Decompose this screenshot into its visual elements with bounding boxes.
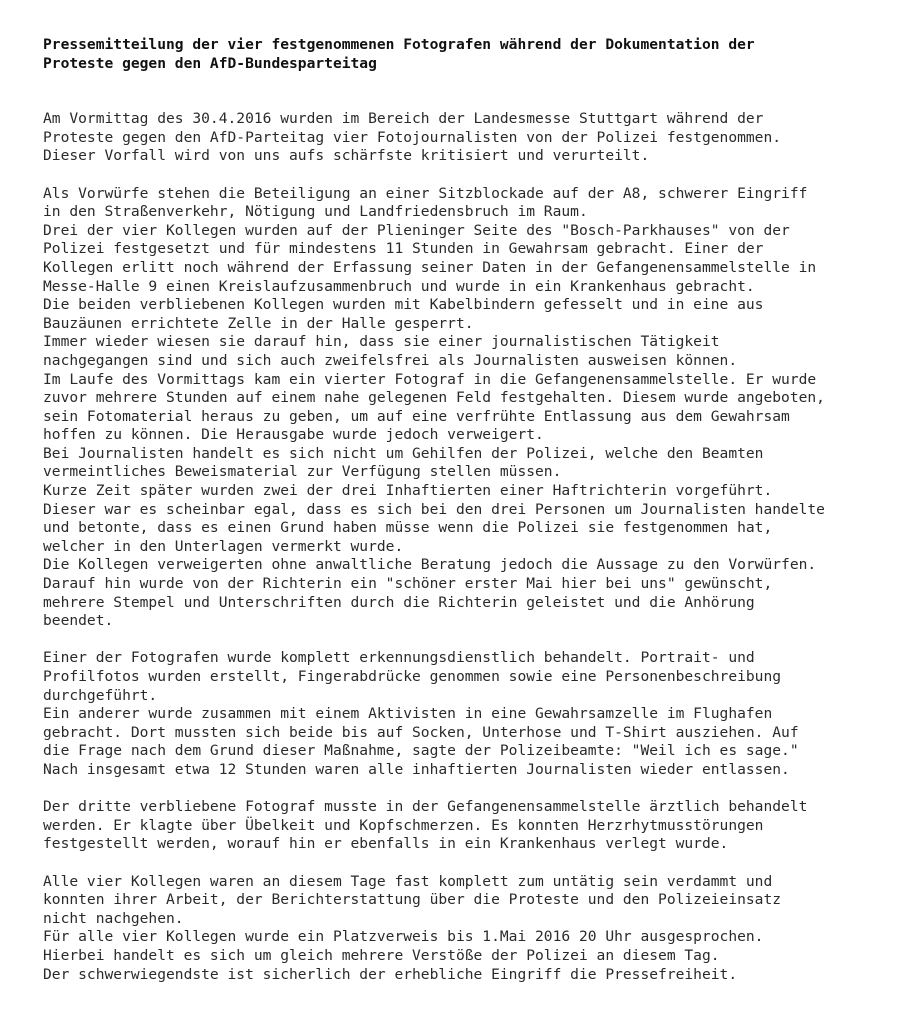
text-line: Dieser Vorfall wird von uns aufs schärfste kritisiert und verurteilt. <box>43 147 650 165</box>
text-line: Immer wieder wiesen sie darauf hin, dass sie einer journalistischen Tätigkeit <box>43 333 720 351</box>
text-line: Drei der vier Kollegen wurden auf der Plieninger Seite des "Bosch-Parkhauses" von der <box>43 221 790 239</box>
text-line: Im Laufe des Vormittags kam ein vierter Fotograf in die Gefangenensammelstelle. Er wurde <box>43 370 817 388</box>
text-line: Messe-Halle 9 einen Kreislaufzusammenbruch und wurde in ein Krankenhaus gebracht. <box>43 277 755 295</box>
paragraph-accusations <box>43 185 883 631</box>
text-line: Profilfotos wurden erstellt, Fingerabdrücke genommen sowie eine Personenbeschreibung <box>43 668 782 685</box>
text-line: die Frage nach dem Grund dieser Maßnahme, sagte der Polizeibeamte: "Weil ich es sage." <box>43 742 799 760</box>
text-line: Der schwerwiegendste ist sicherlich der erhebliche Eingriff die Pressefreiheit. <box>43 965 738 983</box>
text-line: sein Fotomaterial heraus zu geben, um auf eine verfrühte Entlassung aus dem Gewahrsam <box>43 407 790 425</box>
text-line: Bei Journalisten handelt es sich nicht um Gehilfen der Polizei, welche den Beamten <box>43 444 764 462</box>
text-line: nicht nachgehen. <box>43 909 184 927</box>
text-line: Der dritte verbliebene Fotograf musste in der Gefangenensammelstelle ärztlich behandelt <box>43 798 808 816</box>
text-line: Am Vormittag des 30.4.2016 wurden im Bereich der Landesmesse Stuttgart während der <box>43 110 764 128</box>
text-line: Für alle vier Kollegen wurde ein Platzverweis bis 1.Mai 2016 20 Uhr ausgesprochen. <box>43 928 764 946</box>
paragraph-identification <box>43 649 883 779</box>
text-line: zuvor mehrere Stunden auf einem nahe gelegenen Feld festgehalten. Diesem wurde angeboten, <box>43 389 825 407</box>
paragraph-conclusion <box>43 873 883 985</box>
text-line: Die Kollegen verweigerten ohne anwaltliche Beratung jedoch die Aussage zu den Vorwürfen. <box>43 556 817 574</box>
text-line: Hierbei handelt es sich um gleich mehrere Verstöße der Polizei an diesem Tag. <box>43 946 720 964</box>
title-line: Proteste gegen den AfD-Bundesparteitag <box>43 54 377 72</box>
text-line: Einer der Fotografen wurde komplett erkennungsdienstlich behandelt. Portrait- und <box>43 649 755 667</box>
paragraph-medical <box>43 798 883 854</box>
text-line: Polizei festgesetzt und für mindestens 11 Stunden in Gewahrsam gebracht. Einer der <box>43 240 764 258</box>
text-line: Die beiden verbliebenen Kollegen wurden mit Kabelbindern gefesselt und in eine aus <box>43 296 764 314</box>
text-line: Nach insgesamt etwa 12 Stunden waren alle inhaftierten Journalisten wieder entlassen. <box>43 760 790 778</box>
text-line: gebracht. Dort mussten sich beide bis auf Socken, Unterhose und T-Shirt ausziehen. Auf <box>43 723 799 741</box>
text-line: Als Vorwürfe stehen die Beteiligung an einer Sitzblockade auf der A8, schwerer Eingriff <box>43 184 808 202</box>
text-line: Proteste gegen den AfD-Parteitag vier Fotojournalisten von der Polizei festgenommen. <box>43 128 782 146</box>
paragraph-intro <box>43 110 883 166</box>
text-line: Ein anderer wurde zusammen mit einem Aktivisten in eine Gewahrsamzelle im Flughafen <box>43 705 773 723</box>
text-line: nachgegangen sind und sich auch zweifelsfrei als Journalisten ausweisen können. <box>43 351 738 369</box>
text-line: in den Straßenverkehr, Nötigung und Landfriedensbruch im Raum. <box>43 203 588 221</box>
text-line: Bauzäunen errichtete Zelle in der Halle gesperrt. <box>43 314 474 332</box>
text-line: festgestellt werden, worauf hin er ebenfalls in ein Krankenhaus verlegt wurde. <box>43 835 729 853</box>
text-line: konnten ihrer Arbeit, der Berichterstattung über die Proteste und den Polizeieinsatz <box>43 891 782 909</box>
text-line: welcher in den Unterlagen vermerkt wurde. <box>43 537 404 555</box>
text-line: Alle vier Kollegen waren an diesem Tage fast komplett zum untätig sein verdammt und <box>43 872 773 890</box>
text-line: Kollegen erlitt noch während der Erfassung seiner Daten in der Gefangenensammelstelle in <box>43 258 817 276</box>
text-line: und betonte, dass es einen Grund haben müsse wenn die Polizei sie festgenommen hat, <box>43 519 773 537</box>
text-line: werden. Er klagte über Übelkeit und Kopfschmerzen. Es konnten Herzrhytmusstörungen <box>43 816 764 834</box>
text-line: beendet. <box>43 612 114 630</box>
text-line: hoffen zu können. Die Herausgabe wurde jedoch verweigert. <box>43 426 544 444</box>
text-line: mehrere Stempel und Unterschriften durch die Richterin geleistet und die Anhörung <box>43 593 755 611</box>
text-line: vermeintliches Beweismaterial zur Verfügung stellen müssen. <box>43 463 562 481</box>
text-line: Kurze Zeit später wurden zwei der drei Inhaftierten einer Haftrichterin vorgeführt. <box>43 482 773 500</box>
text-line: Darauf hin wurde von der Richterin ein "schöner erster Mai hier bei uns" gewünscht, <box>43 575 773 593</box>
document-title <box>43 36 883 73</box>
press-release-document <box>43 36 883 1003</box>
text-line: Dieser war es scheinbar egal, dass es sich bei den drei Personen um Journalisten handelte <box>43 500 825 518</box>
text-line: durchgeführt. <box>43 686 158 704</box>
title-line: Pressemitteilung der vier festgenommenen Fotografen während der Dokumentation der <box>43 36 755 53</box>
